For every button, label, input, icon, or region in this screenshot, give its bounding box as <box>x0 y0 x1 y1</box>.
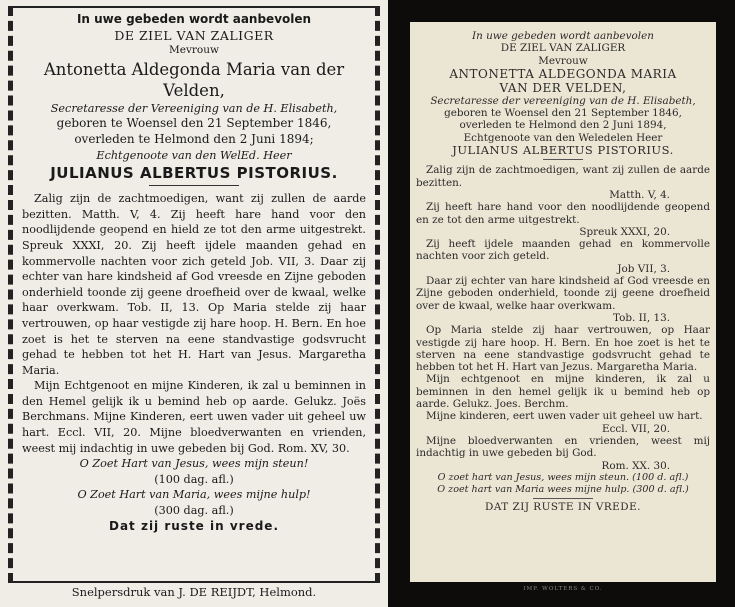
body-paragraph-1: Zalig zijn de zachtmoedigen, want zij zullen de aarde bezitten. Matth. V, 4. Zij heeft hare hand voor den noodlijdende geopend en hield ze tot den arme uitgestrekt. Spreuk XXXI, 20. Zij heeft ijdele maanden gehad en kommervolle nachten voor zich geteld Job. VII, 3. Daar zij echter van hare kindsheid af God vreesde en Zijne geboden onderhield toonde zij geene droefheid over de kwaal, welke haar overkwam. Tob. II, 13. Op Maria stelde zij haar vertrouwen, op haar vestigde zij hare hoop. H. Bern. En hoe zoet is het te sterven na eene standvastige godsvrucht gehad te hebben tot het H. Hart van Jesus. Margaretha Maria. <box>22 192 366 377</box>
left-card-text <box>22 8 366 534</box>
death-line: overleden te Helmond den 2 Juni 1894; <box>74 131 314 146</box>
printer-credit: IMP. WOLTERS & CO. <box>523 586 603 592</box>
divider <box>543 159 583 160</box>
divider <box>149 185 239 186</box>
spouse-intro: Echtgenoote van den WelEd. Heer <box>96 148 292 162</box>
prayer-maria: O Zoet Hart van Maria, wees mijne hulp! <box>77 488 311 502</box>
heading: In uwe gebeden wordt aanbevolen <box>76 12 312 26</box>
indulgence-1: (100 dag. afl.) <box>154 472 234 486</box>
ref-2: Spreuk XXXI, 20. <box>579 225 670 238</box>
prayer-jesus: O Zoet Hart van Jesus, wees mijn steun! <box>79 457 309 471</box>
spouse-name: JULIANUS ALBERTUS PISTORIUS. <box>50 164 338 183</box>
ref-4: Tob. II, 13. <box>613 311 670 324</box>
heading: In uwe gebeden wordt aanbevolen <box>472 30 654 42</box>
spouse-name: JULIANUS ALBERTUS PISTORIUS. <box>452 143 674 158</box>
printer-credit: Snelpersdruk van J. DE REIJDT, Helmond. <box>71 585 317 599</box>
prayer-jesus: O zoet hart van Jesus, wees mijn steun. (100 d. afl.) <box>437 471 689 483</box>
ref-7: Eccl. VII, 20. <box>602 422 670 435</box>
para-2: Zij heeft hare hand voor den noodlijdende geopend en ze tot den arme uitgestrekt. <box>416 201 710 226</box>
para-6: Mijn echtgenoot en mijne kinderen, ik zal u beminnen in den hemel gelijk ik u bemind heb op aarde. Gelukz. Joes. Berchm. <box>416 373 710 411</box>
ref-3: Job VII, 3. <box>617 262 670 275</box>
birth-line: geboren te Woensel den 21 September 1846, <box>444 107 682 120</box>
para-1: Zalig zijn de zachtmoedigen, want zij zullen de aarde bezitten. <box>416 164 710 189</box>
body-paragraph-2: Mijn Echtgenoot en mijne Kinderen, ik zal u beminnen in den Hemel gelijk ik u bemind heb op aarde. Gelukz. Joës Berchmans. Mijne Kinderen, eert uwen vader uit geheel uw hart. Eccl. VII, 20. Mijne bloedverwanten en vrienden, weest mij indachtig in uwe gebeden bij God. Rom. XV, 30. <box>22 379 366 455</box>
rest-in-peace: Dat zij ruste in vrede. <box>108 518 280 533</box>
deceased-name-2: VAN DER VELDEN, <box>499 80 627 95</box>
spouse-intro: Echtgenoote van den Weledelen Heer <box>463 131 663 144</box>
ziel-line: DE ZIEL VAN ZALIGER <box>114 27 274 43</box>
mevrouw: Mevrouw <box>538 54 588 67</box>
ref-8: Rom. XX. 30. <box>601 459 670 472</box>
divider-bottom <box>533 498 593 499</box>
para-4: Daar zij echter van hare kindsheid af God vreesde en Zijne geboden onderhield, toonde zij geene droefheid over de kwaal, welke haar overkwam. <box>416 275 710 312</box>
birth-line: geboren te Woensel den 21 September 1846, <box>56 116 332 131</box>
ziel-line: DE ZIEL VAN ZALIGER <box>500 42 626 55</box>
deceased-name: Antonetta Aldegonda Maria van der Velden, <box>43 59 345 100</box>
mevrouw: Mevrouw <box>169 44 219 57</box>
para-5: Op Maria stelde zij haar vertrouwen, op Haar vestigde zij hare hoop. H. Bern. En hoe zoet is het te sterven na eene standvastige godsvrucht gehad te hebben tot het H. Hart van Jezus. Margaretha Maria. <box>416 324 710 374</box>
ref-1: Matth. V, 4. <box>609 188 670 201</box>
role-line: Secretaresse der vereeniging van de H. Elisabeth, <box>430 94 696 107</box>
rest-in-peace: DAT ZIJ RUSTE IN VREDE. <box>485 501 641 514</box>
role-line: Secretaresse der Vereeniging van de H. Elisabeth, <box>50 101 338 115</box>
indulgence-2: (300 dag. afl.) <box>154 504 234 518</box>
right-memorial-card <box>388 0 735 607</box>
para-7: Mijne kinderen, eert uwen vader uit geheel uw hart. <box>426 410 703 423</box>
right-card-text <box>416 30 710 514</box>
para-8: Mijne bloedverwanten en vrienden, weest mij indachtig in uwe gebeden bij God. <box>416 434 710 460</box>
para-3: Zij heeft ijdele maanden gehad en kommervolle nachten voor zich geteld. <box>416 238 710 263</box>
deceased-name-1: ANTONETTA ALDEGONDA MARIA <box>449 66 677 81</box>
death-line: overleden te Helmond den 2 Juni 1894, <box>459 119 667 132</box>
prayer-maria: O zoet hart van Maria wees mijne hulp. (300 d. afl.) <box>437 484 689 496</box>
